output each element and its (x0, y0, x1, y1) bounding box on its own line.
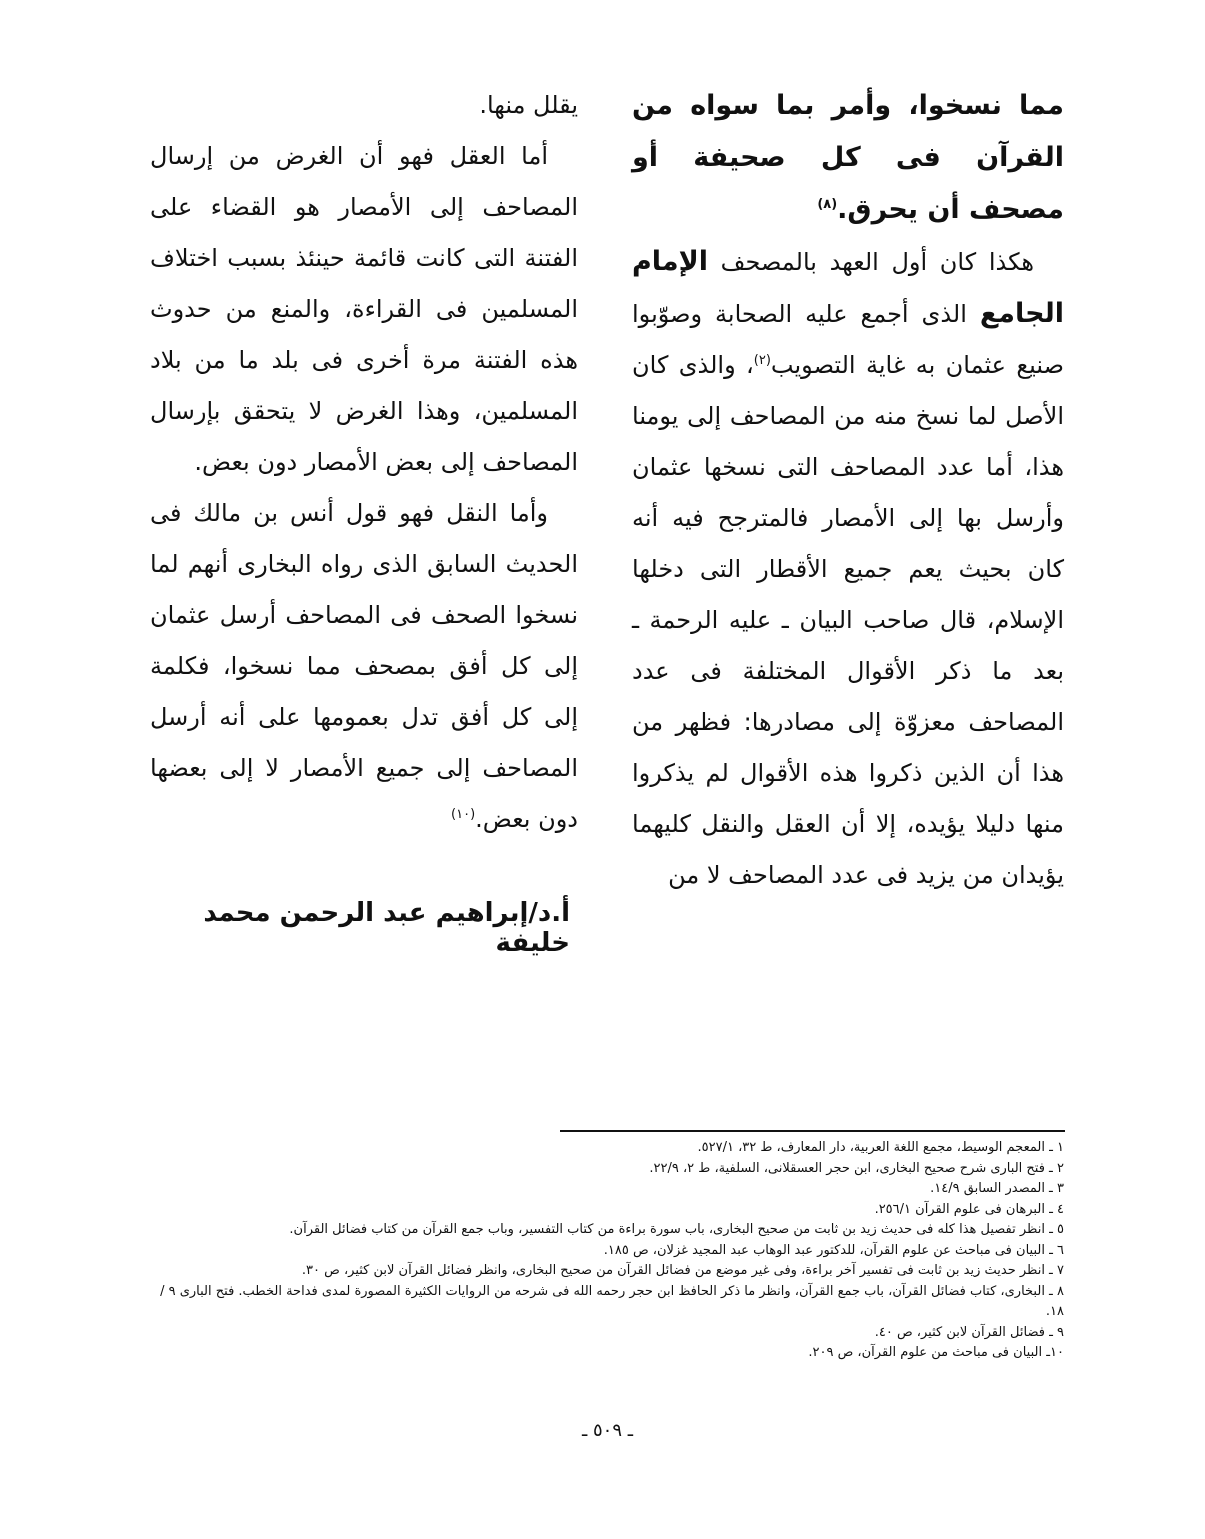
footnote: ٩ ـ فضائل القرآن لابن كثير، ص ٤٠. (874, 1324, 1064, 1340)
footnote: ٥ ـ انظر تفصيل هذا كله فى حديث زيد بن ثابت من صحيح البخارى، باب سورة براءة من كتاب التفسير، وباب جمع القرآن من كتاب فضائل القرآن. (289, 1222, 1064, 1237)
footnote: ٢ ـ فتح البارى شرح صحيح البخارى، ابن حجر العسقلانى، السلفية، ط ٢، ٢٢/٩. (649, 1160, 1064, 1176)
footnotes (152, 1138, 1064, 1364)
right-column (632, 80, 1064, 901)
footnote-ref: (٨) (817, 197, 838, 212)
intro-quote: مما نسخوا، وأمر بما سواه من القرآن فى كل صحيفة أو مصحف أن يحرق.$^{(٨)}$ (632, 90, 1064, 225)
emphasis-imam: الإمام الجامع (632, 246, 1064, 329)
paragraph-narration: وأما النقل فهو قول أنس بن مالك فى الحديث السابق الذى رواه البخارى أنهم لما نسخوا الصحف فى المصاحف أرسل عثمان إلى كل أفق بمصحف مما نسخوا، فكلمة إلى كل أفق تدل بعمومها على أنه أرسل المصاحف إلى جميع الأمصار لا إلى بعضها دون بعض.$^{(١٠)}$ (150, 499, 578, 833)
paragraph-reason: أما العقل فهو أن الغرض من إرسال المصاحف إلى الأمصار هو القضاء على الفتنة التى كانت قائمة حينئذ بسبب اختلاف المسلمين فى القراءة، والمنع من حدوث هذه الفتنة مرة أخرى فى بلد ما من بلاد المسلمين، وهذا الغرض لا يتحقق بإرسال المصاحف إلى بعض الأمصار دون بعض. (150, 142, 578, 476)
footnote: ٤ ـ البرهان فى علوم القرآن ٢٥٦/١. (874, 1201, 1064, 1217)
page-number: ـ ٥٠٩ ـ (581, 1420, 633, 1441)
footnote: ١٠ـ البيان فى مباحث من علوم القرآن، ص ٢٠٩. (808, 1345, 1064, 1360)
footnote-ref: (١٠) (451, 807, 476, 822)
author-signature: أ.د/إبراهيم عبد الرحمن محمد خليفة (203, 898, 570, 958)
footnote: ٨ ـ البخارى، كتاب فضائل القرآن، باب جمع القرآن، وانظر ما ذكر الحافظ ابن حجر رحمه الله فى شرحه من الروايات الكثيرة المصورة لمدى فداحة الخطب. فتح البارى ٩ / ١٨. (160, 1283, 1064, 1319)
footnote: ٦ ـ البيان فى مباحث عن علوم القرآن، للدكتور عبد الوهاب عبد المجيد غزلان، ص ١٨٥. (603, 1242, 1064, 1258)
footnote: ٣ ـ المصدر السابق ١٤/٩. (930, 1181, 1064, 1196)
footnote: ١ ـ المعجم الوسيط، مجمع اللغة العربية، دار المعارف، ط ٣٢، ٥٢٧/١. (697, 1140, 1064, 1155)
footnote-ref: (٢) (753, 353, 771, 368)
paragraph-continuation: يقلل منها. (479, 91, 578, 119)
left-column (150, 80, 578, 845)
footnote-divider (560, 1130, 1065, 1132)
footnote: ٧ ـ انظر حديث زيد بن ثابت فى تفسير آخر براءة، وفى غير موضع من فضائل القرآن من صحيح البخارى، وانظر فضائل القرآن لابن كثير، ص ٣٠. (301, 1263, 1064, 1278)
paragraph-mushaf: هكذا كان أول العهد بالمصحف الإمام الجامع الذى أجمع عليه الصحابة وصوّبوا صنيع عثمان به غاية التصويب$^{(٢)}$، والذى كان الأصل لما نسخ منه من المصاحف إلى يومنا هذا، أما عدد المصاحف التى نسخها عثمان وأرسل بها إلى الأمصار فالمترجح فيه أنه كان بحيث يعم جميع الأقطار التى دخلها الإسلام، قال صاحب البيان ـ عليه الرحمة ـ بعد ما ذكر الأقوال المختلفة فى عدد المصاحف معزوّة إلى مصادرها: فظهر من هذا أن الذين ذكروا هذه الأقوال لم يذكروا منها دليلا يؤيده، إلا أن العقل والنقل كليهما يؤيدان من يزيد فى عدد المصاحف لا من (632, 246, 1064, 889)
